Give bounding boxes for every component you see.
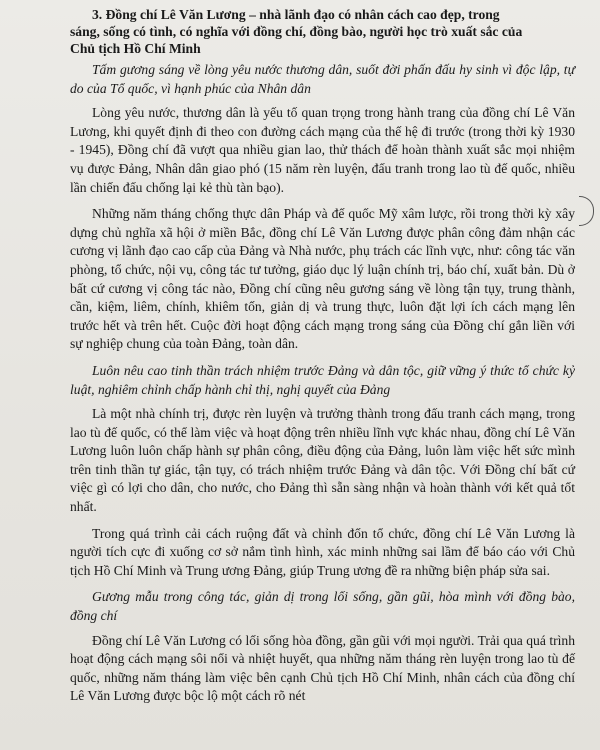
heading-line-3: Chủ tịch Hồ Chí Minh	[70, 41, 201, 56]
paragraph: Là một nhà chính trị, được rèn luyện và trưởng thành trong đấu tranh cách mạng, trong lao tù đế quốc, có thể làm việc và hoạt động trên nhiều lĩnh vực khác nhau, đồng chí Lê Văn Lương luôn luôn chấp hành sự phân công, điều động của Đảng, luôn làm việc hết sức mình trên tinh thần tự giác, tận tụy, có trách nhiệm trước Đảng và dân tộc. Với Đồng chí bất cứ việc gì có lợi cho dân, cho nước, cho Đảng thì sẵn sàng nhận và hoàn thành với kết quả tốt nhất.	[70, 406, 575, 515]
paragraph: Đồng chí Lê Văn Lương có lối sống hòa đồng, gần gũi với mọi người. Trải qua quá trình hoạt động cách mạng sôi nổi và nhiệt huyết, qua những năm tháng rèn luyện trong lao tù đế quốc, những năm tháng làm việc bên cạnh Chủ tịch Hồ Chí Minh, nhân cách của đồng chí Lê Văn Lương được bộc lộ một cách rõ nét	[70, 632, 575, 704]
paragraph: Những năm tháng chống thực dân Pháp và đế quốc Mỹ xâm lược, rồi trong thời kỳ xây dựng chủ nghĩa xã hội ở miền Bắc, đồng chí Lê Văn Lương được phân công đảm nhận các cương vị lãnh đạo cao cấp của Đảng và Nhà nước, phụ trách các lĩnh vực, như: công tác văn phòng, tổ chức, nội vụ, công tác tư tưởng, giáo dục lý luận chính trị, báo chí, xuất bản. Dù ở bất cứ cương vị công tác nào, Đồng chí cũng nêu gương sáng về lòng tận tụy, trung thành, cần, kiệm, liêm, chính, khiêm tốn, giản dị và trung thực, luôn đặt lợi ích cách mạng lên trước hết và trên hết. Cuộc đời hoạt động cách mạng trong sáng của Đồng chí gắn liền với sự nghiệp chung của toàn Đảng, toàn dân.	[70, 206, 575, 352]
paragraph: Trong quá trình cải cách ruộng đất và chỉnh đốn tổ chức, đồng chí Lê Văn Lương là người tích cực đi xuống cơ sở nắm tình hình, xác minh những sai lầm để báo cáo với Chủ tịch Hồ Chí Minh và Trung ương Đảng, giúp Trung ương đề ra những biện pháp sửa sai.	[70, 525, 575, 578]
subheading-exemplary: Gương mẫu trong công tác, giản dị trong lối sống, gần gũi, hòa mình với đồng bào, đồng chí	[70, 589, 575, 624]
subheading-responsibility: Luôn nêu cao tinh thần trách nhiệm trước Đảng và dân tộc, giữ vững ý thức tổ chức kỷ luật, nghiêm chỉnh chấp hành chỉ thị, nghị quyết của Đảng	[70, 362, 575, 397]
document-content	[70, 6, 575, 714]
section-heading	[70, 6, 575, 57]
paragraph: Lòng yêu nước, thương dân là yếu tố quan trọng trong hành trang của đồng chí Lê Văn Lương, khi quyết định đi theo con đường cách mạng của thế hệ đi trước (trong thời kỳ 1930 - 1945), Đồng chí đã vượt qua nhiều gian lao, thử thách để hoàn thành xuất sắc mọi nhiệm vụ được Đảng, Nhân dân giao phó (15 năm rèn luyện, đấu tranh trong lao tù đế quốc, nhiều lần chiến đấu chống lại kẻ thù tàn bạo).	[70, 105, 575, 195]
subheading-patriotism: Tấm gương sáng về lòng yêu nước thương dân, suốt đời phấn đấu hy sinh vì độc lập, tự do của Tổ quốc, vì hạnh phúc của Nhân dân	[70, 62, 575, 96]
heading-line-2: sáng, sống có tình, có nghĩa với đồng chí, đồng bào, người học trò xuất sắc của	[70, 24, 523, 39]
binding-hole-mark	[579, 196, 594, 226]
heading-line-1: 3. Đồng chí Lê Văn Lương – nhà lãnh đạo có nhân cách cao đẹp, trong	[92, 7, 500, 22]
